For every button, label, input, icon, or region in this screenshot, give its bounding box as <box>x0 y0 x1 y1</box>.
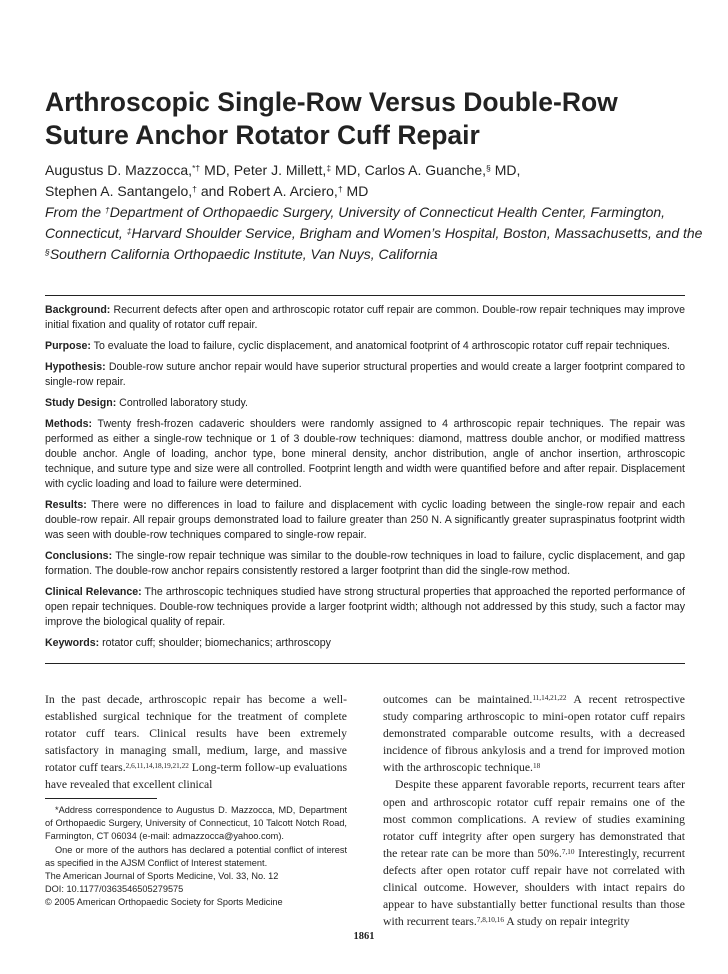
abstract-section <box>45 360 685 390</box>
abstract-section-label: Results: <box>45 499 87 511</box>
affiliation-mark: § <box>45 247 50 258</box>
journal-copyright: © 2005 American Orthopaedic Society for Sports Medicine <box>45 897 283 908</box>
affiliation-mark: ‡ <box>126 226 132 237</box>
abstract-section-text: The single-row repair technique was similar to the double-row techniques in load to failure, cyclic displacement, and gap formation. The double-row anchor repairs consistently restored a larger footprint than did the single-row method. <box>45 550 685 577</box>
body-text: Long-term follow-up evaluations have revealed that excellent clinical <box>45 761 347 792</box>
abstract-section-text: To evaluate the load to failure, cyclic displacement, and anatomical footprint of 4 arthroscopic rotator cuff repair techniques. <box>90 340 670 352</box>
body-column-left <box>45 691 347 794</box>
correspondence-note: *Address correspondence to Augustus D. Mazzocca, MD, Department of Orthopaedic Surgery, University of Connecticut, 10 Talcott Notch Road, Farmington, CT 06034 (e-mail: admazzocca@yahoo.com). <box>45 805 347 842</box>
author-name: Augustus D. Mazzocca, <box>45 162 193 178</box>
abstract-top-rule <box>45 295 685 296</box>
citation-ref: 18 <box>532 762 541 771</box>
abstract-section <box>45 549 685 579</box>
author-name: Stephen A. Santangelo, <box>45 183 193 199</box>
abstract-section-label: Purpose: <box>45 340 91 352</box>
body-text: Interestingly, recurrent defects after open rotator cuff repair have not correlated with clinical outcome. However, shoulders with intact repairs do appear to have substantially better functional results than those with recurrent tears. <box>383 846 685 929</box>
abstract-bottom-rule <box>45 663 685 664</box>
abstract-section <box>45 417 685 492</box>
abstract-section-label: Conclusions: <box>45 550 113 562</box>
affiliation-scoi: Southern California Orthopaedic Institute, Van Nuys, California <box>49 246 438 262</box>
conflict-note: One or more of the authors has declared a potential conflict of interest as specified in the AJSM Conflict of Interest statement. <box>45 844 347 868</box>
journal-doi: DOI: 10.1177/0363546505279575 <box>45 884 184 895</box>
author-degree: MD, <box>200 162 234 178</box>
author-list <box>45 160 710 202</box>
author-name: Robert A. Arciero, <box>228 183 338 199</box>
abstract-section-label: Hypothesis: <box>45 361 106 373</box>
abstract-section <box>45 396 685 411</box>
abstract-section-label: Clinical Relevance: <box>45 586 142 598</box>
author-degree: MD, <box>490 162 521 178</box>
affiliation-uconn: Department of Orthopaedic Surgery, University of Connecticut Health Center, Farmington, Connecticut, <box>45 204 666 241</box>
affiliations <box>45 202 715 265</box>
body-text: In the past decade, arthroscopic repair has become a well-established surgical technique for the treatment of complete rotator cuff tears. Clinical results have been extremely satisfactory in managing small, medium, large, and massive rotator cuff tears. <box>45 693 347 775</box>
abstract-section-text: Controlled laboratory study. <box>116 397 248 409</box>
author-name: Carlos A. Guanche, <box>364 162 486 178</box>
abstract-section-label: Background: <box>45 304 111 316</box>
abstract-section-text: The arthroscopic techniques studied have strong structural properties that approached the reported performance of open repair techniques. Double-row techniques provide a larger footprint width; although not addressed by this study, such a factor may improve the biological quality of repair. <box>45 586 685 628</box>
body-paragraph <box>383 691 685 776</box>
affiliation-from: From the <box>45 204 105 220</box>
author-affiliation-mark: *† <box>192 163 201 174</box>
abstract-section <box>45 498 685 543</box>
affiliation-harvard: Harvard Shoulder Service, Brigham and Women’s Hospital, Boston, Massachusetts, and the <box>131 225 703 241</box>
footnote <box>45 804 347 870</box>
abstract-section <box>45 585 685 630</box>
abstract-section <box>45 636 685 651</box>
author-degree: and <box>196 183 229 199</box>
body-paragraph <box>45 691 347 794</box>
author-affiliation-mark: † <box>337 184 343 195</box>
abstract-section-label: Methods: <box>45 418 93 430</box>
abstract-section-text: There were no differences in load to failure and displacement with cyclic loading between the single-row repair and each double-row repair. All repair groups demonstrated load to failure greater than 250 N. A significantly greater supraspinatus footprint width was seen with double-row techniques compared to single-row repair. <box>45 499 685 541</box>
journal-citation: The American Journal of Sports Medicine, Vol. 33, No. 12 <box>45 871 279 881</box>
citation-ref: 2,6,11,14,18,19,21,22 <box>125 762 189 771</box>
body-text: outcomes can be maintained. <box>383 693 533 706</box>
abstract-section-label: Keywords: <box>45 637 100 649</box>
abstract-section-text: Recurrent defects after open and arthroscopic rotator cuff repair are common. Double-row repair techniques may improve initial fixation and quality of rotator cuff repair. <box>45 304 685 331</box>
journal-info <box>45 870 347 910</box>
abstract-section-label: Study Design: <box>45 397 117 409</box>
citation-ref: 7,10 <box>561 847 575 856</box>
body-text: A recent retrospective study comparing arthroscopic to mini-open rotator cuff repairs demonstrated comparable outcome results, with a decreased incidence of fibrous ankylosis and a trend for improved motion with the arthroscopic technique. <box>383 693 685 775</box>
body-paragraph <box>383 776 685 930</box>
author-degree: MD <box>342 183 369 199</box>
abstract <box>45 303 685 657</box>
body-text: Despite these apparent favorable reports, recurrent tears after open and arthroscopic rotator cuff repair remains one of the most common complications. A review of studies examining rotator cuff integrity after open surgery has demonstrated that the retear rate can be more than 50%. <box>383 778 685 860</box>
page-number: 1861 <box>353 931 375 942</box>
abstract-section <box>45 303 685 333</box>
author-affiliation-mark: † <box>192 184 197 195</box>
author-degree: MD, <box>331 162 365 178</box>
body-column-right <box>383 691 685 930</box>
citation-ref: 7,8,10,16 <box>476 915 504 924</box>
abstract-section-text: Double-row suture anchor repair would have superior structural properties and would create a larger footprint compared to single-row repair. <box>45 361 685 388</box>
author-affiliation-mark: § <box>486 163 491 174</box>
affiliation-mark: † <box>104 205 110 216</box>
article-title: Arthroscopic Single-Row Versus Double-Row Suture Anchor Rotator Cuff Repair <box>45 87 618 150</box>
abstract-section <box>45 339 685 354</box>
abstract-section-text: rotator cuff; shoulder; biomechanics; arthroscopy <box>99 637 331 649</box>
footnote-rule <box>45 798 157 799</box>
author-affiliation-mark: ‡ <box>326 163 332 174</box>
body-text: A study on repair integrity <box>503 915 630 929</box>
author-name: Peter J. Millett, <box>233 162 327 178</box>
abstract-section-text: Twenty fresh-frozen cadaveric shoulders were randomly assigned to 4 arthroscopic repair techniques. The repair was performed as either a single-row technique or 1 of 3 double-row techniques: diamond, mattress double anchor, or modified mattress double anchor. Angle of loading, anchor type, bone mineral density, anchor distribution, angle of anchor insertion, arthroscopic technique, and suture type and size were all controlled. Footprint length and width were quantified before and after repair. Displacement with cyclic loading and load to failure were determined. <box>45 418 685 490</box>
citation-ref: 11,14,21,22 <box>532 693 567 702</box>
